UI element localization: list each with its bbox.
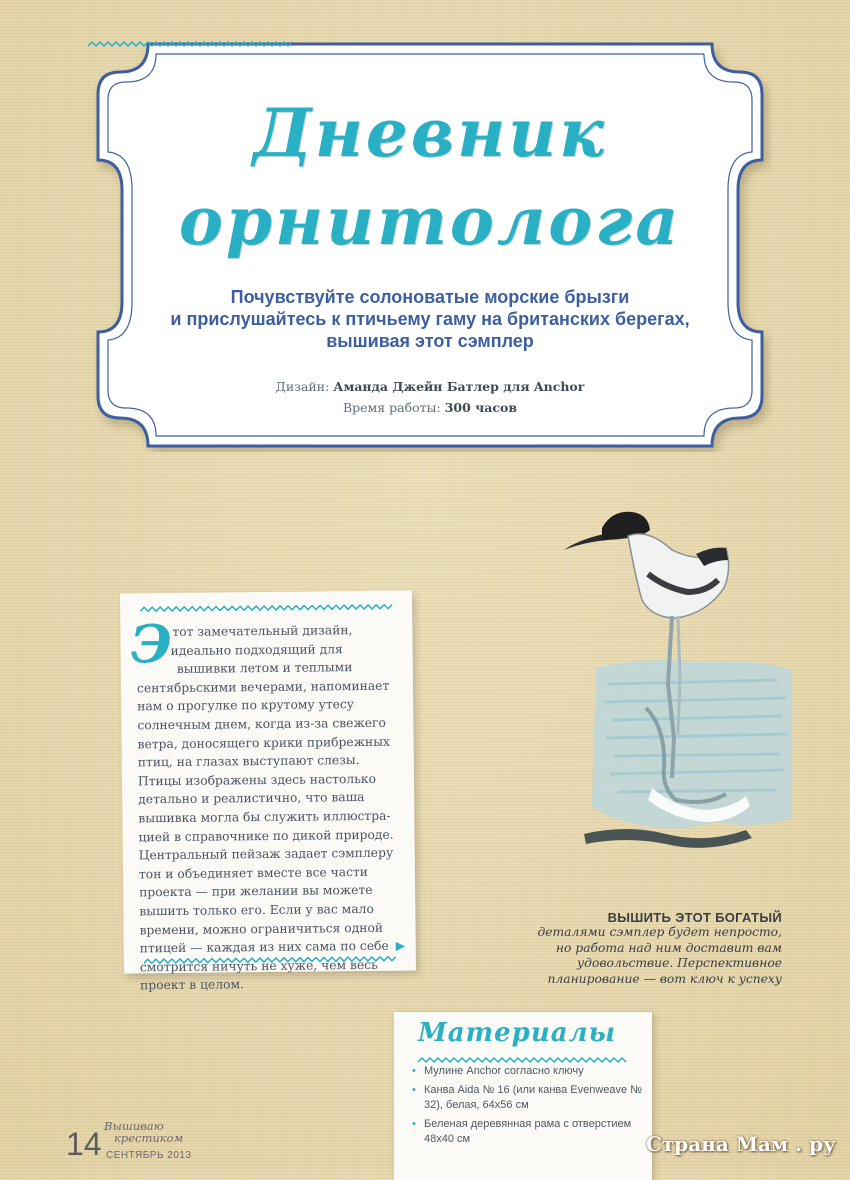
article-text — [136, 621, 406, 996]
time-value: 300 часов — [444, 400, 518, 415]
caption-heading: ВЫШИТЬ ЭТОТ БОГАТЫЙ — [607, 910, 782, 925]
magazine-name-line: Вышиваю — [104, 1119, 164, 1133]
materials-item-text: Мулине Anchor согласно ключу — [424, 1065, 584, 1077]
title-plaque — [88, 40, 772, 452]
design-credit — [88, 376, 772, 397]
materials-item-text: Канва Aida № 16 (или канва Evenweave № 32), белая, 64х56 см — [424, 1083, 643, 1111]
article-line: вышивка могла бы служить иллюстра- — [138, 808, 391, 826]
article-line: вышить только его. Если у вас мало — [139, 901, 374, 919]
title-line-1: Дневник — [253, 94, 607, 172]
article-card — [120, 590, 416, 993]
issue-date: СЕНТЯБРЬ 2013 — [106, 1150, 192, 1161]
magazine-name-line: крестиком — [114, 1131, 184, 1145]
subtitle-line: и прислушайтесь к птичьему гаму на британских берегах, — [170, 309, 690, 329]
article-line: времени, можно ограничиться одной — [139, 920, 384, 937]
article-line: проект в целом. — [140, 977, 245, 993]
article-line: солнечным днем, когда из-за свежего — [137, 715, 386, 733]
article-line: смотрится ничуть не хуже, чем весь — [139, 957, 378, 975]
subtitle — [148, 286, 712, 352]
bullet-icon: • — [412, 1065, 416, 1077]
bullet-icon: • — [412, 1117, 416, 1130]
materials-list — [410, 1064, 646, 1151]
article-line: Центральный пейзаж задает сэмплеру — [138, 845, 394, 863]
materials-item — [410, 1117, 646, 1148]
avocet-embroidery-illustration — [556, 488, 796, 908]
article-line: идеально подходящий для — [170, 641, 343, 658]
bullet-icon: • — [412, 1083, 416, 1096]
zigzag-divider — [88, 40, 292, 48]
caption-line: планирование — вот ключ к успеху — [547, 971, 782, 986]
article-line: цией в справочнике по дикой природе. — [138, 827, 394, 844]
article-line: тон и объединяет вместе все части — [138, 864, 369, 882]
site-watermark: Страна Мам . ру — [646, 1132, 836, 1156]
materials-item-text: Беленая деревянная рама с отверстием 48х40 см — [424, 1117, 632, 1145]
article-line: нам о прогулке по крутому утесу — [137, 697, 355, 714]
article-line: птиц, на глазах выступают слезы. — [137, 753, 360, 770]
zigzag-divider — [140, 603, 392, 614]
article-line: Птицы изображены здесь настолько — [137, 771, 377, 789]
caption-line: удовольствие. Перспективное — [577, 956, 782, 970]
materials-item — [410, 1083, 646, 1114]
page-number: 14 — [66, 1126, 102, 1162]
caption-line: деталями сэмплер будет непросто, — [537, 925, 782, 939]
design-label: Дизайн: — [275, 379, 330, 394]
materials-card — [394, 1012, 652, 1180]
credits — [88, 376, 772, 418]
article-line: ветра, доносящего крики прибрежных — [137, 734, 390, 751]
zigzag-divider — [418, 1056, 628, 1064]
article-line: детально и реалистично, что ваша — [138, 790, 365, 807]
materials-title: Материалы — [418, 1018, 617, 1048]
magazine-name — [104, 1120, 214, 1144]
article-line: сентябрьскими вечерами, напоминает — [136, 678, 390, 696]
caption-line: но работа над ним доставит вам — [555, 940, 782, 955]
subtitle-line: вышивая этот сэмплер — [326, 331, 534, 351]
subtitle-line: Почувствуйте солоноватые морские брызги — [230, 287, 630, 307]
drop-cap: Э — [130, 614, 173, 676]
article-line: тот замечательный дизайн, — [172, 623, 353, 639]
article-line: птицей — каждая из них сама по себе — [139, 938, 389, 956]
article-line: вышивки летом и теплыми — [176, 660, 353, 677]
article-line: проекта — при желании вы можете — [139, 883, 373, 900]
photo-caption — [520, 910, 782, 987]
caption-body — [520, 925, 782, 987]
continue-arrow-icon: ▶ — [395, 938, 406, 953]
time-label: Время работы: — [342, 400, 441, 415]
materials-item — [410, 1064, 646, 1080]
design-value: Аманда Джейн Батлер для Anchor — [333, 379, 585, 394]
time-credit — [88, 397, 772, 418]
title-line-2: орнитолога — [178, 182, 682, 260]
